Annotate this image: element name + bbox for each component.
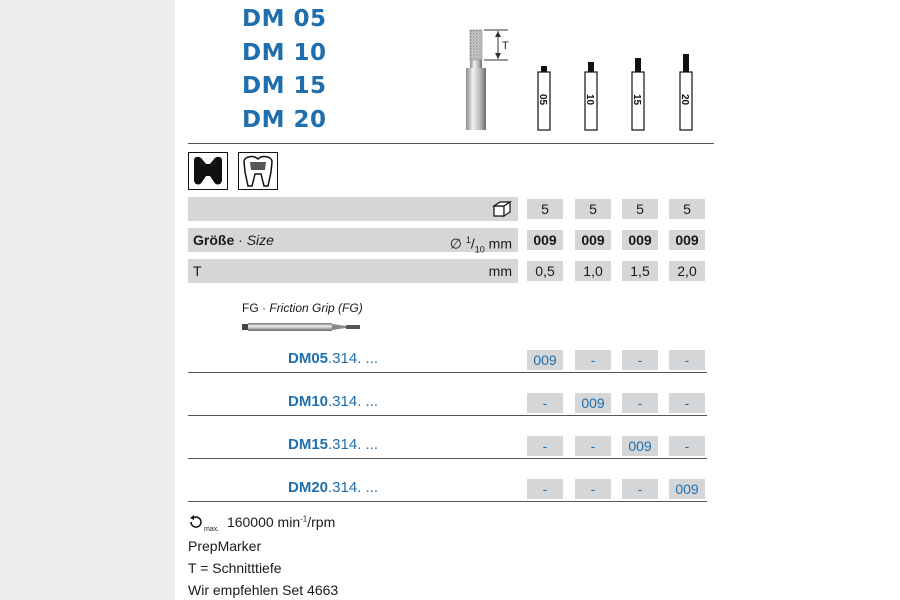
- product-code-dm10: DM10.314. ...: [288, 393, 379, 410]
- title-dm20: DM 20: [242, 107, 327, 133]
- tip-20: [679, 54, 692, 130]
- size-value-3: 009: [622, 230, 658, 250]
- dm20-value-2: -: [575, 479, 611, 499]
- note-schnitttiefe: T = Schnitttiefe: [188, 560, 282, 576]
- title-dm05: DM 05: [242, 6, 327, 32]
- tip-label-05: 05: [537, 94, 548, 106]
- pack-value-3: 5: [622, 199, 658, 219]
- left-sidebar: [0, 0, 175, 600]
- dm15-value-3: 009: [622, 436, 658, 456]
- t-value-3: 1,5: [622, 261, 658, 281]
- t-value-2: 1,0: [575, 261, 611, 281]
- divider-dm10: [188, 415, 707, 416]
- rotation-icon: [188, 515, 204, 529]
- size-label: Größe · Size: [193, 232, 274, 248]
- size-value-1: 009: [527, 230, 563, 250]
- bur-diagram: [440, 18, 730, 136]
- tip-label-10: 10: [584, 94, 595, 106]
- title-dm10: DM 10: [242, 40, 327, 66]
- pack-value-2: 5: [575, 199, 611, 219]
- dm10-value-4: -: [669, 393, 705, 413]
- t-label: T: [193, 263, 202, 279]
- product-code-dm05: DM05.314. ...: [288, 350, 379, 367]
- dm10-value-1: -: [527, 393, 563, 413]
- size-value-2: 009: [575, 230, 611, 250]
- tip-10: [584, 62, 597, 130]
- t-value-1: 0,5: [527, 261, 563, 281]
- pack-value-1: 5: [527, 199, 563, 219]
- dim-label-t: T: [502, 40, 509, 52]
- dm05-value-1: 009: [527, 350, 563, 370]
- tip-15: [631, 58, 644, 130]
- dm15-value-4: -: [669, 436, 705, 456]
- size-value-4: 009: [669, 230, 705, 250]
- shank-label: FG · Friction Grip (FG): [242, 301, 363, 315]
- tooth-crown-icon: [238, 152, 278, 190]
- dm15-value-1: -: [527, 436, 563, 456]
- note-set-recommendation: Wir empfehlen Set 4663: [188, 582, 339, 598]
- divider-dm15: [188, 458, 707, 459]
- rpm-note: $_{max.}$ 160000 $\min^{-1}$/rpm: [188, 514, 335, 533]
- product-code-dm20: DM20.314. ...: [288, 479, 379, 496]
- divider-top: [188, 143, 714, 144]
- pack-value-4: 5: [669, 199, 705, 219]
- product-code-dm15: DM15.314. ...: [288, 436, 379, 453]
- dm15-value-2: -: [575, 436, 611, 456]
- divider-dm20: [188, 501, 707, 502]
- tooth-cavity-icon: [188, 152, 228, 190]
- dm20-value-4: 009: [669, 479, 705, 499]
- tip-label-15: 15: [631, 94, 642, 106]
- t-value-4: 2,0: [669, 261, 705, 281]
- dm10-value-2: 009: [575, 393, 611, 413]
- dm05-value-2: -: [575, 350, 611, 370]
- size-unit: ∅ $^1/_{10}$ mm: [449, 235, 512, 255]
- package-icon: [492, 200, 514, 218]
- dm20-value-1: -: [527, 479, 563, 499]
- tip-label-20: 20: [679, 94, 690, 106]
- dm20-value-3: -: [622, 479, 658, 499]
- tip-05: [537, 66, 550, 130]
- dm10-value-3: -: [622, 393, 658, 413]
- dm05-value-3: -: [622, 350, 658, 370]
- dm05-value-4: -: [669, 350, 705, 370]
- t-unit: mm: [488, 263, 512, 279]
- fg-bur-icon: [242, 320, 364, 334]
- title-dm15: DM 15: [242, 73, 327, 99]
- divider-dm05: [188, 372, 707, 373]
- note-prepmarker: PrepMarker: [188, 538, 262, 554]
- pack-row-bar: [188, 197, 518, 221]
